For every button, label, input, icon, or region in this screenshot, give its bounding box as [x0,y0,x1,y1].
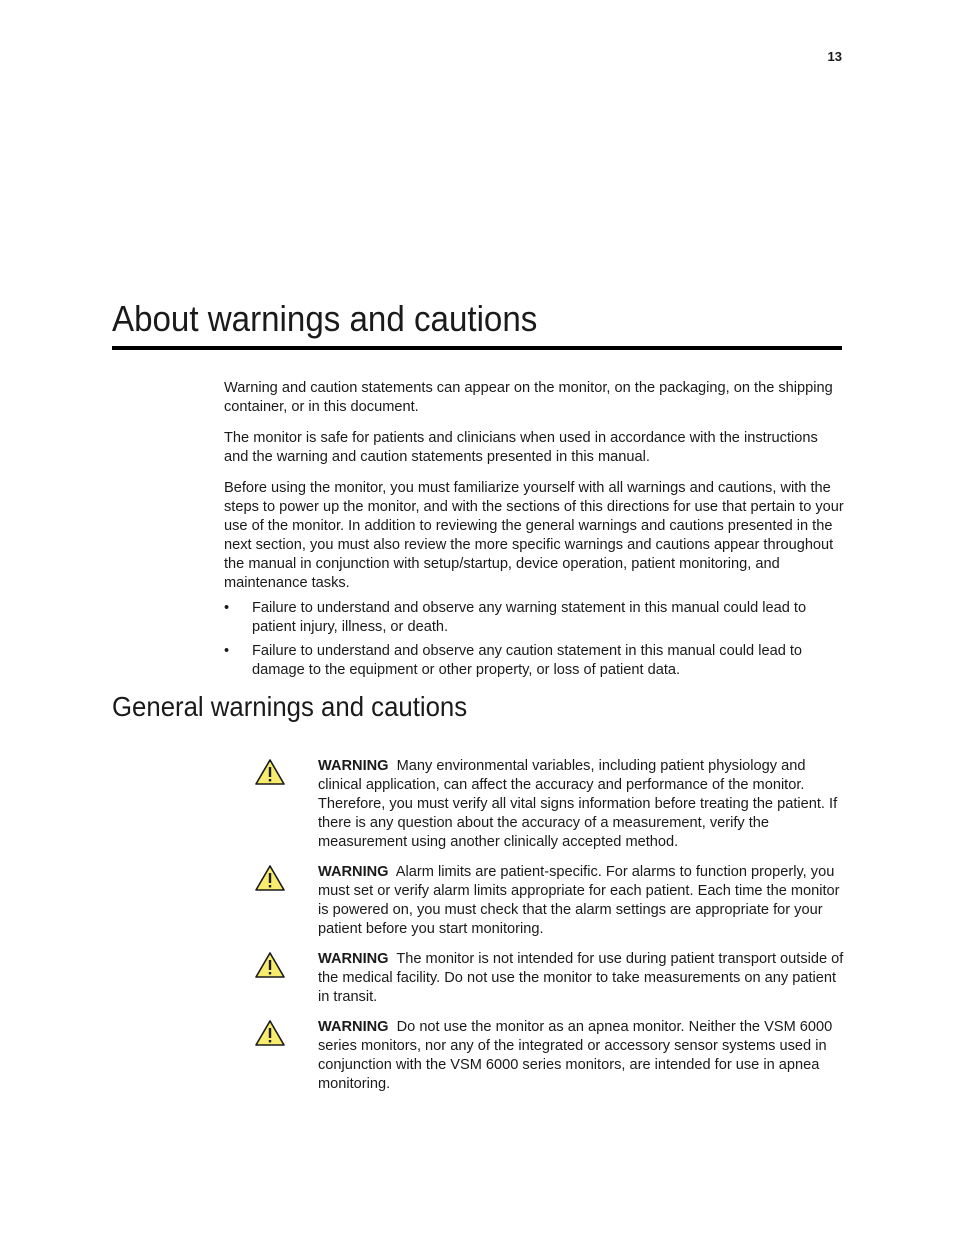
page-title: About warnings and cautions [112,298,538,339]
warning-item [254,757,844,852]
intro-section [224,379,844,685]
warning-label: WARNING [318,758,389,774]
warning-triangle-icon [254,758,286,786]
intro-bullet-list [224,599,844,680]
list-item [224,642,844,680]
intro-paragraph: Warning and caution statements can appear on the monitor, on the packaging, on the shipping container, or in this document. [224,380,833,415]
warning-triangle-icon [254,951,286,979]
intro-paragraph: The monitor is safe for patients and clinicians when used in accordance with the instructions and the warning and caution statements presented in this manual. [224,430,818,465]
list-item [224,599,844,637]
section-title: General warnings and cautions [112,691,468,722]
list-item-text: Failure to understand and observe any caution statement in this manual could lead to damage to the equipment or other property, or loss of patient data. [252,643,803,678]
warning-label: WARNING [318,951,389,967]
warning-text: The monitor is not intended for use during patient transport outside of the medical facility. Do not use the monitor to take measurements on any patient in transit. [318,951,844,1005]
warning-triangle-icon [254,1019,286,1047]
warning-triangle-icon [254,864,286,892]
warning-text: Do not use the monitor as an apnea monitor. Neither the VSM 6000 series monitors, nor any of the integrated or accessory sensor systems used in conjunction with the VSM 6000 series monitors, are intended for use in apnea monitoring. [318,1019,833,1092]
warning-text: Many environmental variables, including patient physiology and clinical application, can affect the accuracy and performance of the monitor. Therefore, you must verify all vital signs information before treating the patient. If there is any question about the accuracy of a measurement, verify the measurement using another clinically accepted method. [318,758,838,850]
intro-paragraph: Before using the monitor, you must familiarize yourself with all warnings and cautions, with the steps to power up the monitor, and with the sections of this directions for use that pertain to your use of the monitor. In addition to reviewing the general warnings and cautions presented in the next section, you must also review the more specific warnings and cautions appear throughout the manual in conjunction with setup/startup, device operation, patient monitoring, and maintenance tasks. [224,480,844,591]
bullet-marker: • [224,600,230,616]
list-item-text: Failure to understand and observe any warning statement in this manual could lead to patient injury, illness, or death. [252,600,807,635]
warning-text: Alarm limits are patient-specific. For alarms to function properly, you must set or verify alarm limits appropriate for each patient. Each time the monitor is powered on, you must check that the alarm settings are appropriate for your patient before you start monitoring. [318,864,840,937]
warnings-list [254,757,844,1105]
bullet-marker: • [224,643,230,659]
title-rule [112,346,842,350]
warning-item [254,950,844,1007]
warning-item [254,1018,844,1094]
warning-label: WARNING [318,864,389,880]
warning-label: WARNING [318,1019,389,1035]
warning-item [254,863,844,939]
page-number: 13 [827,49,842,64]
